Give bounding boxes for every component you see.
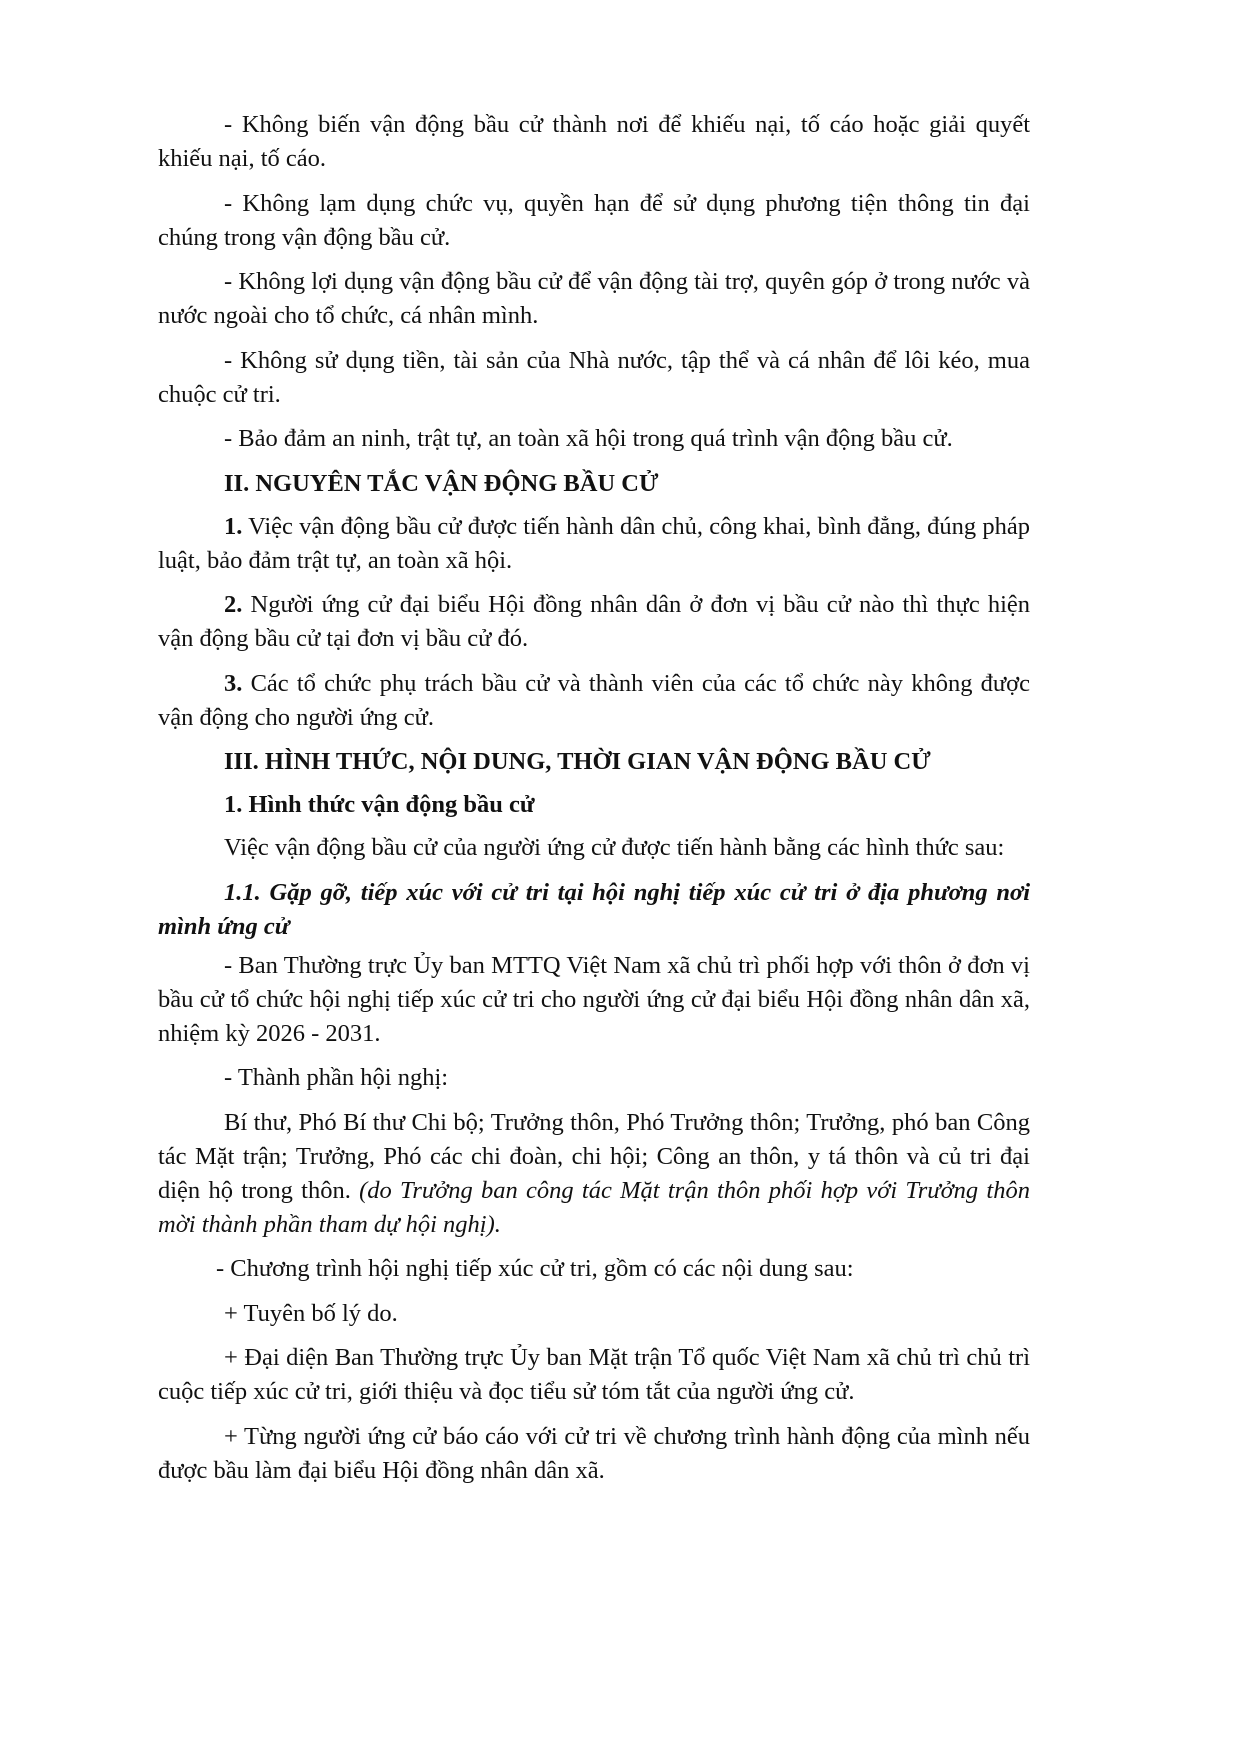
- principle-item: [158, 667, 1030, 735]
- subsection-heading-1: 1. Hình thức vận động bầu cử: [224, 791, 535, 818]
- item-number: 3.: [224, 669, 243, 697]
- item-text: Người ứng cử đại biểu Hội đồng nhân dân ở đơn vị bầu cử nào thì thực hiện vận động bầu cử tại đơn vị bầu cử đó.: [158, 591, 1030, 652]
- principle-item: [158, 510, 1030, 578]
- item-number: 2.: [224, 591, 243, 618]
- program-item: + Đại diện Ban Thường trực Ủy ban Mặt trận Tổ quốc Việt Nam xã chủ trì chủ trì cuộc tiếp xúc cử tri, giới thiệu và đọc tiểu sử tóm tắt của người ứng cử.: [158, 1344, 1030, 1405]
- paragraph-bullet: - Không sử dụng tiền, tài sản của Nhà nước, tập thể và cá nhân để lôi kéo, mua chuộc cử tri.: [158, 346, 1030, 408]
- members-text: Bí thư, Phó Bí thư Chi bộ; Trưởng thôn, Phó Trưởng thôn; Trưởng, phó ban Công tác Mặt trận; Trưởng, Phó các chi đoàn, chi hội; Công an thôn, y tá thôn và củ tri đại diện hộ trong thôn.: [158, 1108, 1030, 1204]
- paragraph-members: [158, 1106, 1030, 1242]
- subsection-intro: Việc vận động bầu cử của người ứng cử được tiến hành bằng các hình thức sau:: [224, 834, 1005, 861]
- section-heading-2: II. NGUYÊN TẮC VẬN ĐỘNG BẦU CỬ: [224, 469, 659, 497]
- paragraph-chuong-trinh: - Chương trình hội nghị tiếp xúc cử tri, gồm có các nội dung sau:: [216, 1255, 854, 1282]
- paragraph-thanh-phan: - Thành phần hội nghị:: [224, 1064, 449, 1091]
- document-page: [158, 108, 1030, 1498]
- paragraph-ban-thuong-truc: - Ban Thường trực Ủy ban MTTQ Việt Nam xã chủ trì phối hợp với thôn ở đơn vị bầu cử tổ chức hội nghị tiếp xúc cử tri cho người ứng cử đại biểu Hội đồng nhân dân xã, nhiệm kỳ 2026 - 2031.: [158, 951, 1030, 1047]
- item-text: Việc vận động bầu cử được tiến hành dân chủ, công khai, bình đẳng, đúng pháp luật, bảo đảm trật tự, an toàn xã hội.: [158, 512, 1030, 574]
- section-heading-3: III. HÌNH THỨC, NỘI DUNG, THỜI GIAN VẬN ĐỘNG BẦU CỬ: [224, 748, 931, 775]
- item-text: Các tổ chức phụ trách bầu cử và thành viên của các tổ chức này không được vận động cho người ứng cử.: [158, 669, 1030, 731]
- program-item: + Từng người ứng cử báo cáo với cử tri về chương trình hành động của mình nếu được bầu làm đại biểu Hội đồng nhân dân xã.: [158, 1422, 1030, 1484]
- item-number: 1.: [224, 512, 243, 540]
- principle-item: [158, 588, 1030, 656]
- paragraph-bullet: - Không lạm dụng chức vụ, quyền hạn để sử dụng phương tiện thông tin đại chúng trong vận động bầu cử.: [158, 189, 1030, 251]
- paragraph-bullet: - Bảo đảm an ninh, trật tự, an toàn xã hội trong quá trình vận động bầu cử.: [224, 425, 953, 452]
- paragraph-bullet: - Không lợi dụng vận động bầu cử để vận động tài trợ, quyên góp ở trong nước và nước ngoài cho tổ chức, cá nhân mình.: [158, 268, 1030, 329]
- program-item: + Tuyên bố lý do.: [224, 1299, 398, 1327]
- paragraph-bullet: - Không biến vận động bầu cử thành nơi để khiếu nại, tố cáo hoặc giải quyết khiếu nại, tố cáo.: [158, 111, 1030, 172]
- subsection-heading-1-1: 1.1. Gặp gỡ, tiếp xúc với cử tri tại hội nghị tiếp xúc cử tri ở địa phương nơi mình ứng cử: [158, 878, 1030, 940]
- members-note: (do Trưởng ban công tác Mặt trận thôn phối hợp với Trưởng thôn mời thành phần tham dự hội nghị).: [158, 1176, 1030, 1238]
